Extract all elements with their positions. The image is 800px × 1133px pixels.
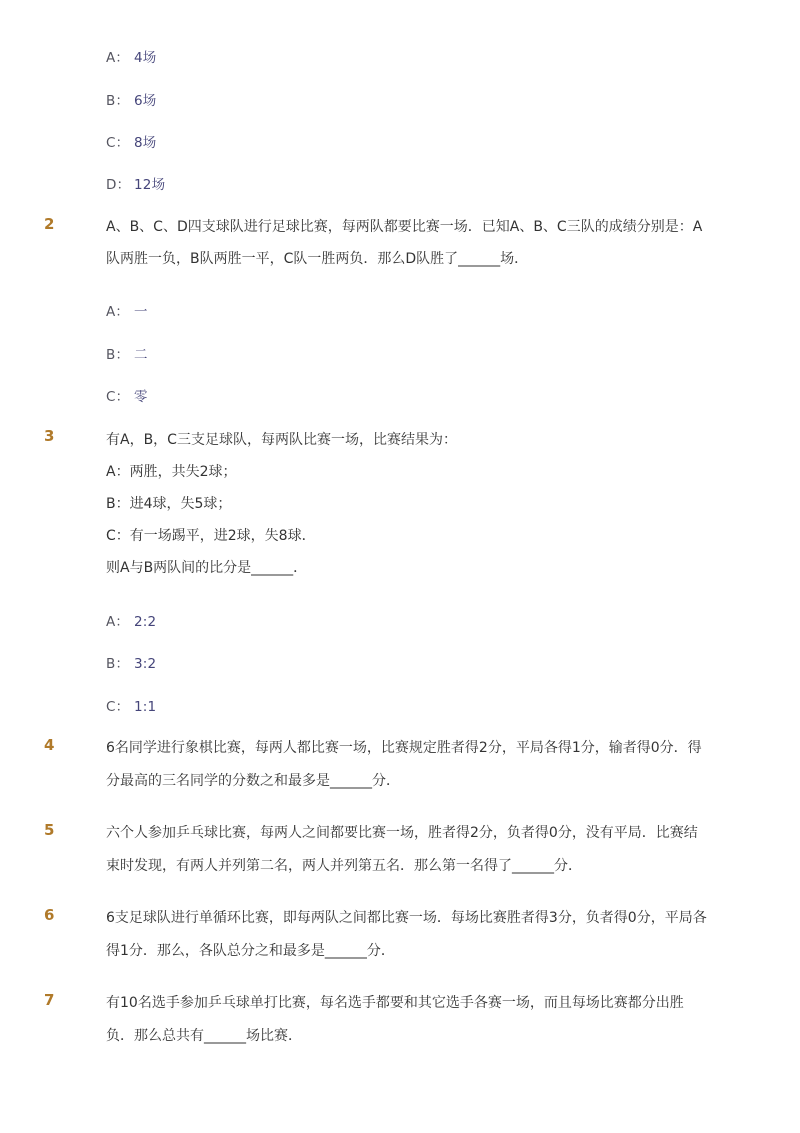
q2-option-a[interactable] [106,300,148,320]
option-value: 3:2 [134,656,157,672]
option-label: A： [106,50,130,66]
q2-text-line-1: A、B、C、D四支球队进行足球比赛，每两队都要比赛一场．已知A、B、C三队的成绩分别是：A [106,219,703,235]
question-number: 6 [44,906,55,924]
q5-text-line-1: 六个人参加乒乓球比赛，每两人之间都要比赛一场，胜者得2分，负者得0分，没有平局．比赛结 [106,825,698,841]
q6-text-line-2: 得1分．那么，各队总分之和最多是______分． [106,943,395,959]
q3-text-line-2: A：两胜，共失2球； [106,464,237,480]
option-value: 1:1 [134,699,157,715]
question-number: 2 [44,215,55,233]
option-label: A： [106,614,130,630]
option-label: B： [106,347,130,363]
q6-text-line-1: 6支足球队进行单循环比赛，即每两队之间都比赛一场．每场比赛胜者得3分，负者得0分，平局各 [106,910,707,926]
option-value: 零 [134,389,148,405]
question-number: 4 [44,736,55,754]
q1-option-c[interactable] [106,131,157,151]
q3-option-c[interactable] [106,695,156,715]
option-label: C： [106,135,130,151]
option-value: 12场 [134,177,166,193]
q2-option-b[interactable] [106,343,148,363]
q3-text-line-3: B：进4球，失5球； [106,496,232,512]
question-number: 3 [44,427,55,445]
q2-text-line-2: 队两胜一负，B队两胜一平，C队一胜两负．那么D队胜了______场． [106,251,529,267]
q7-text-line-2: 负．那么总共有______场比赛． [106,1028,302,1044]
question-number: 7 [44,991,55,1009]
q2-option-c[interactable] [106,385,148,405]
q7-text-line-1: 有10名选手参加乒乓球单打比赛，每名选手都要和其它选手各赛一场，而且每场比赛都分出胜 [106,995,684,1011]
q4-text-line-1: 6名同学进行象棋比赛，每两人都比赛一场，比赛规定胜者得2分，平局各得1分，输者得0分．得 [106,740,702,756]
option-label: D： [106,177,131,193]
q3-text-line-4: C：有一场踢平，进2球，失8球． [106,528,316,544]
option-label: B： [106,93,130,109]
option-value: 一 [134,304,148,320]
q3-text-line-5: 则A与B两队间的比分是______． [106,560,308,576]
option-label: A： [106,304,130,320]
q4-text-line-2: 分最高的三名同学的分数之和最多是______分． [106,773,400,789]
option-value: 2:2 [134,614,157,630]
option-value: 8场 [134,135,157,151]
option-label: C： [106,699,130,715]
q3-text-line-1: 有A，B，C三支足球队，每两队比赛一场，比赛结果为： [106,432,457,448]
q1-option-a[interactable] [106,46,157,66]
option-value: 6场 [134,93,157,109]
q3-option-a[interactable] [106,610,156,630]
q5-text-line-2: 束时发现，有两人并列第二名，两人并列第五名．那么第一名得了______分． [106,858,582,874]
question-number: 5 [44,821,55,839]
option-value: 二 [134,347,148,363]
q3-option-b[interactable] [106,652,156,672]
option-value: 4场 [134,50,157,66]
option-label: B： [106,656,130,672]
q1-option-b[interactable] [106,89,157,109]
q1-option-d[interactable] [106,173,165,193]
option-label: C： [106,389,130,405]
